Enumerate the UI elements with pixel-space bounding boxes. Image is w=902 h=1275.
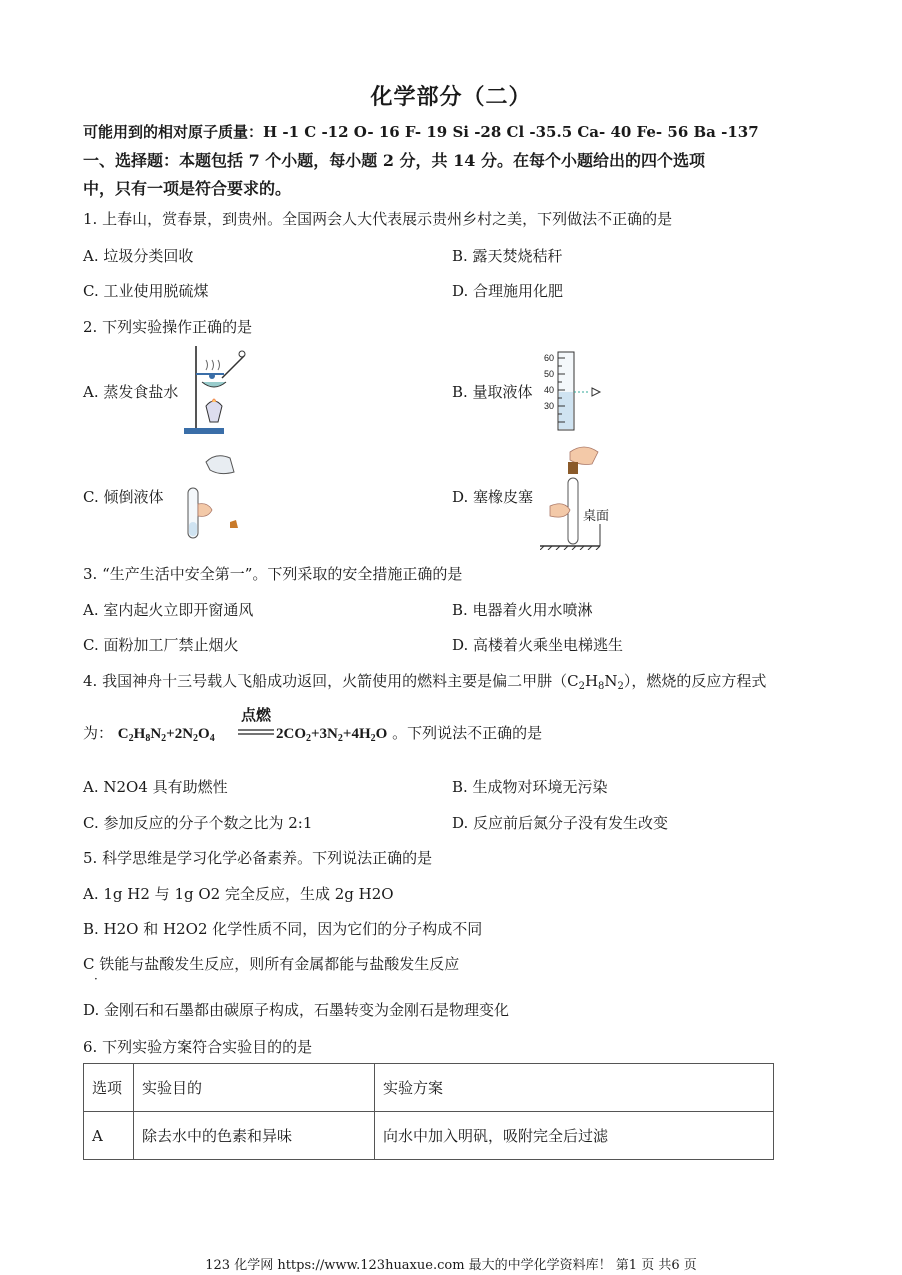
cylinder-tick-label: 60 [543, 353, 554, 363]
q3-option-b: B. 电器着火用水喷淋 [452, 601, 593, 619]
q4-products: $2CO_2+3N_2+4H_2O$ [276, 726, 388, 744]
desk-label: 桌面 [583, 509, 610, 524]
dot-mark: · [94, 972, 98, 986]
q4-stem-text: N [604, 672, 618, 690]
q5-option-d: D. 金刚石和石墨都由碳原子构成，石墨转变为金刚石是物理变化 [83, 1001, 510, 1019]
q4-option-b: B. 生成物对环境无污染 [452, 778, 608, 796]
table-row [84, 1112, 774, 1160]
q4-equation-line [83, 722, 215, 744]
section-heading-line1: 一、选择题：本题包括 7 个小题，每小题 2 分，共 14 分。在每个小题给出的四个选项 [83, 151, 705, 170]
q5-option-b: B. H2O 和 H2O2 化学性质不同，因为它们的分子构成不同 [83, 920, 483, 938]
q2-stem: 2. 下列实验操作正确的是 [83, 318, 253, 336]
q2-option-d: D. 塞橡皮塞 [452, 488, 534, 506]
page-footer: 123 化学网 https://www.123huaxue.com 最大的中学化学资料库！ 第1 页 共6 页 [205, 1258, 697, 1273]
cylinder-tick-label: 30 [543, 401, 554, 411]
q3-option-c: C. 面粉加工厂禁止烟火 [83, 636, 239, 654]
q4-stem-text: H [584, 672, 599, 690]
table-cell: 除去水中的色素和异味 [134, 1112, 375, 1160]
cylinder-tick-labels [540, 350, 554, 414]
q4-eq-prefix: 为： [83, 724, 114, 742]
q1-option-c: C. 工业使用脱硫煤 [83, 282, 209, 300]
atomic-masses: 可能用到的相对原子质量：H -1 C -12 O- 16 F- 19 Si -28 Cl -35.5 Ca- 40 Fe- 56 Ba -137 [83, 123, 759, 141]
cylinder-tick-label: 50 [543, 369, 554, 379]
q4-reactants: $C_2H_8N_2+2N_2O_4$ [117, 726, 215, 744]
q2-option-b: B. 量取液体 [452, 383, 533, 401]
evaporation-apparatus-figure [182, 344, 252, 436]
q5-option-c [83, 953, 459, 974]
subscript: 2 [578, 681, 585, 692]
q1-option-d: D. 合理施用化肥 [452, 282, 564, 300]
q4-stem [83, 670, 766, 692]
q3-option-a: A. 室内起火立即开窗通风 [83, 601, 254, 619]
subscript: 8 [598, 681, 605, 692]
q5-option-c-text: 铁能与盐酸发生反应，则所有金属都能与盐酸发生反应 [99, 955, 460, 973]
table-header-cell: 实验目的 [134, 1064, 375, 1112]
equals-sign-icon [238, 728, 274, 736]
pouring-liquid-figure [176, 452, 246, 542]
q1-option-b: B. 露天焚烧秸秆 [452, 247, 563, 265]
q4-option-a: A. N2O4 具有助燃性 [83, 778, 228, 796]
q6-stem: 6. 下列实验方案符合实验目的的是 [83, 1038, 313, 1056]
q4-stem-text: 4. 我国神舟十三号载人飞船成功返回，火箭使用的燃料主要是偏二甲肼（C [83, 672, 579, 690]
table-header-cell: 实验方案 [375, 1064, 774, 1112]
table-cell: 向水中加入明矾，吸附完全后过滤 [375, 1112, 774, 1160]
table-cell: A [84, 1112, 134, 1160]
cylinder-tick-label: 40 [543, 385, 554, 395]
q3-stem: 3. “生产生活中安全第一”。下列采取的安全措施正确的是 [83, 565, 463, 583]
q4-option-c: C. 参加反应的分子个数之比为 2:1 [83, 814, 313, 832]
section-heading-line2: 中，只有一项是符合要求的。 [83, 179, 292, 198]
q4-products-line [276, 722, 542, 744]
q1-stem: 1. 上春山，赏春景，到贵州。全国两会人大代表展示贵州乡村之美，下列做法不正确的是 [83, 210, 673, 228]
q4-eq-suffix: 。下列说法不正确的是 [392, 724, 543, 742]
q4-stem-text: ），燃烧的反应方程式 [623, 672, 767, 690]
q5-option-a: A. 1g H2 与 1g O2 完全反应，生成 2g H2O [83, 885, 394, 903]
experiment-table [83, 1063, 774, 1160]
reaction-condition: 点燃 [240, 706, 271, 724]
table-header-row [84, 1064, 774, 1112]
q2-option-c: C. 倾倒液体 [83, 488, 164, 506]
subscript: 2 [617, 681, 624, 692]
q4-option-d: D. 反应前后氮分子没有发生改变 [452, 814, 669, 832]
q1-option-a: A. 垃圾分类回收 [83, 247, 194, 265]
q5-stem: 5. 科学思维是学习化学必备素养。下列说法正确的是 [83, 849, 433, 867]
q3-option-d: D. 高楼着火乘坐电梯逃生 [452, 636, 624, 654]
rubber-stopper-figure [540, 444, 604, 550]
page-title: 化学部分（二） [370, 84, 532, 110]
q2-option-a: A. 蒸发食盐水 [83, 383, 179, 401]
table-header-cell: 选项 [84, 1064, 134, 1112]
q5-option-c-letter: C [83, 955, 95, 973]
